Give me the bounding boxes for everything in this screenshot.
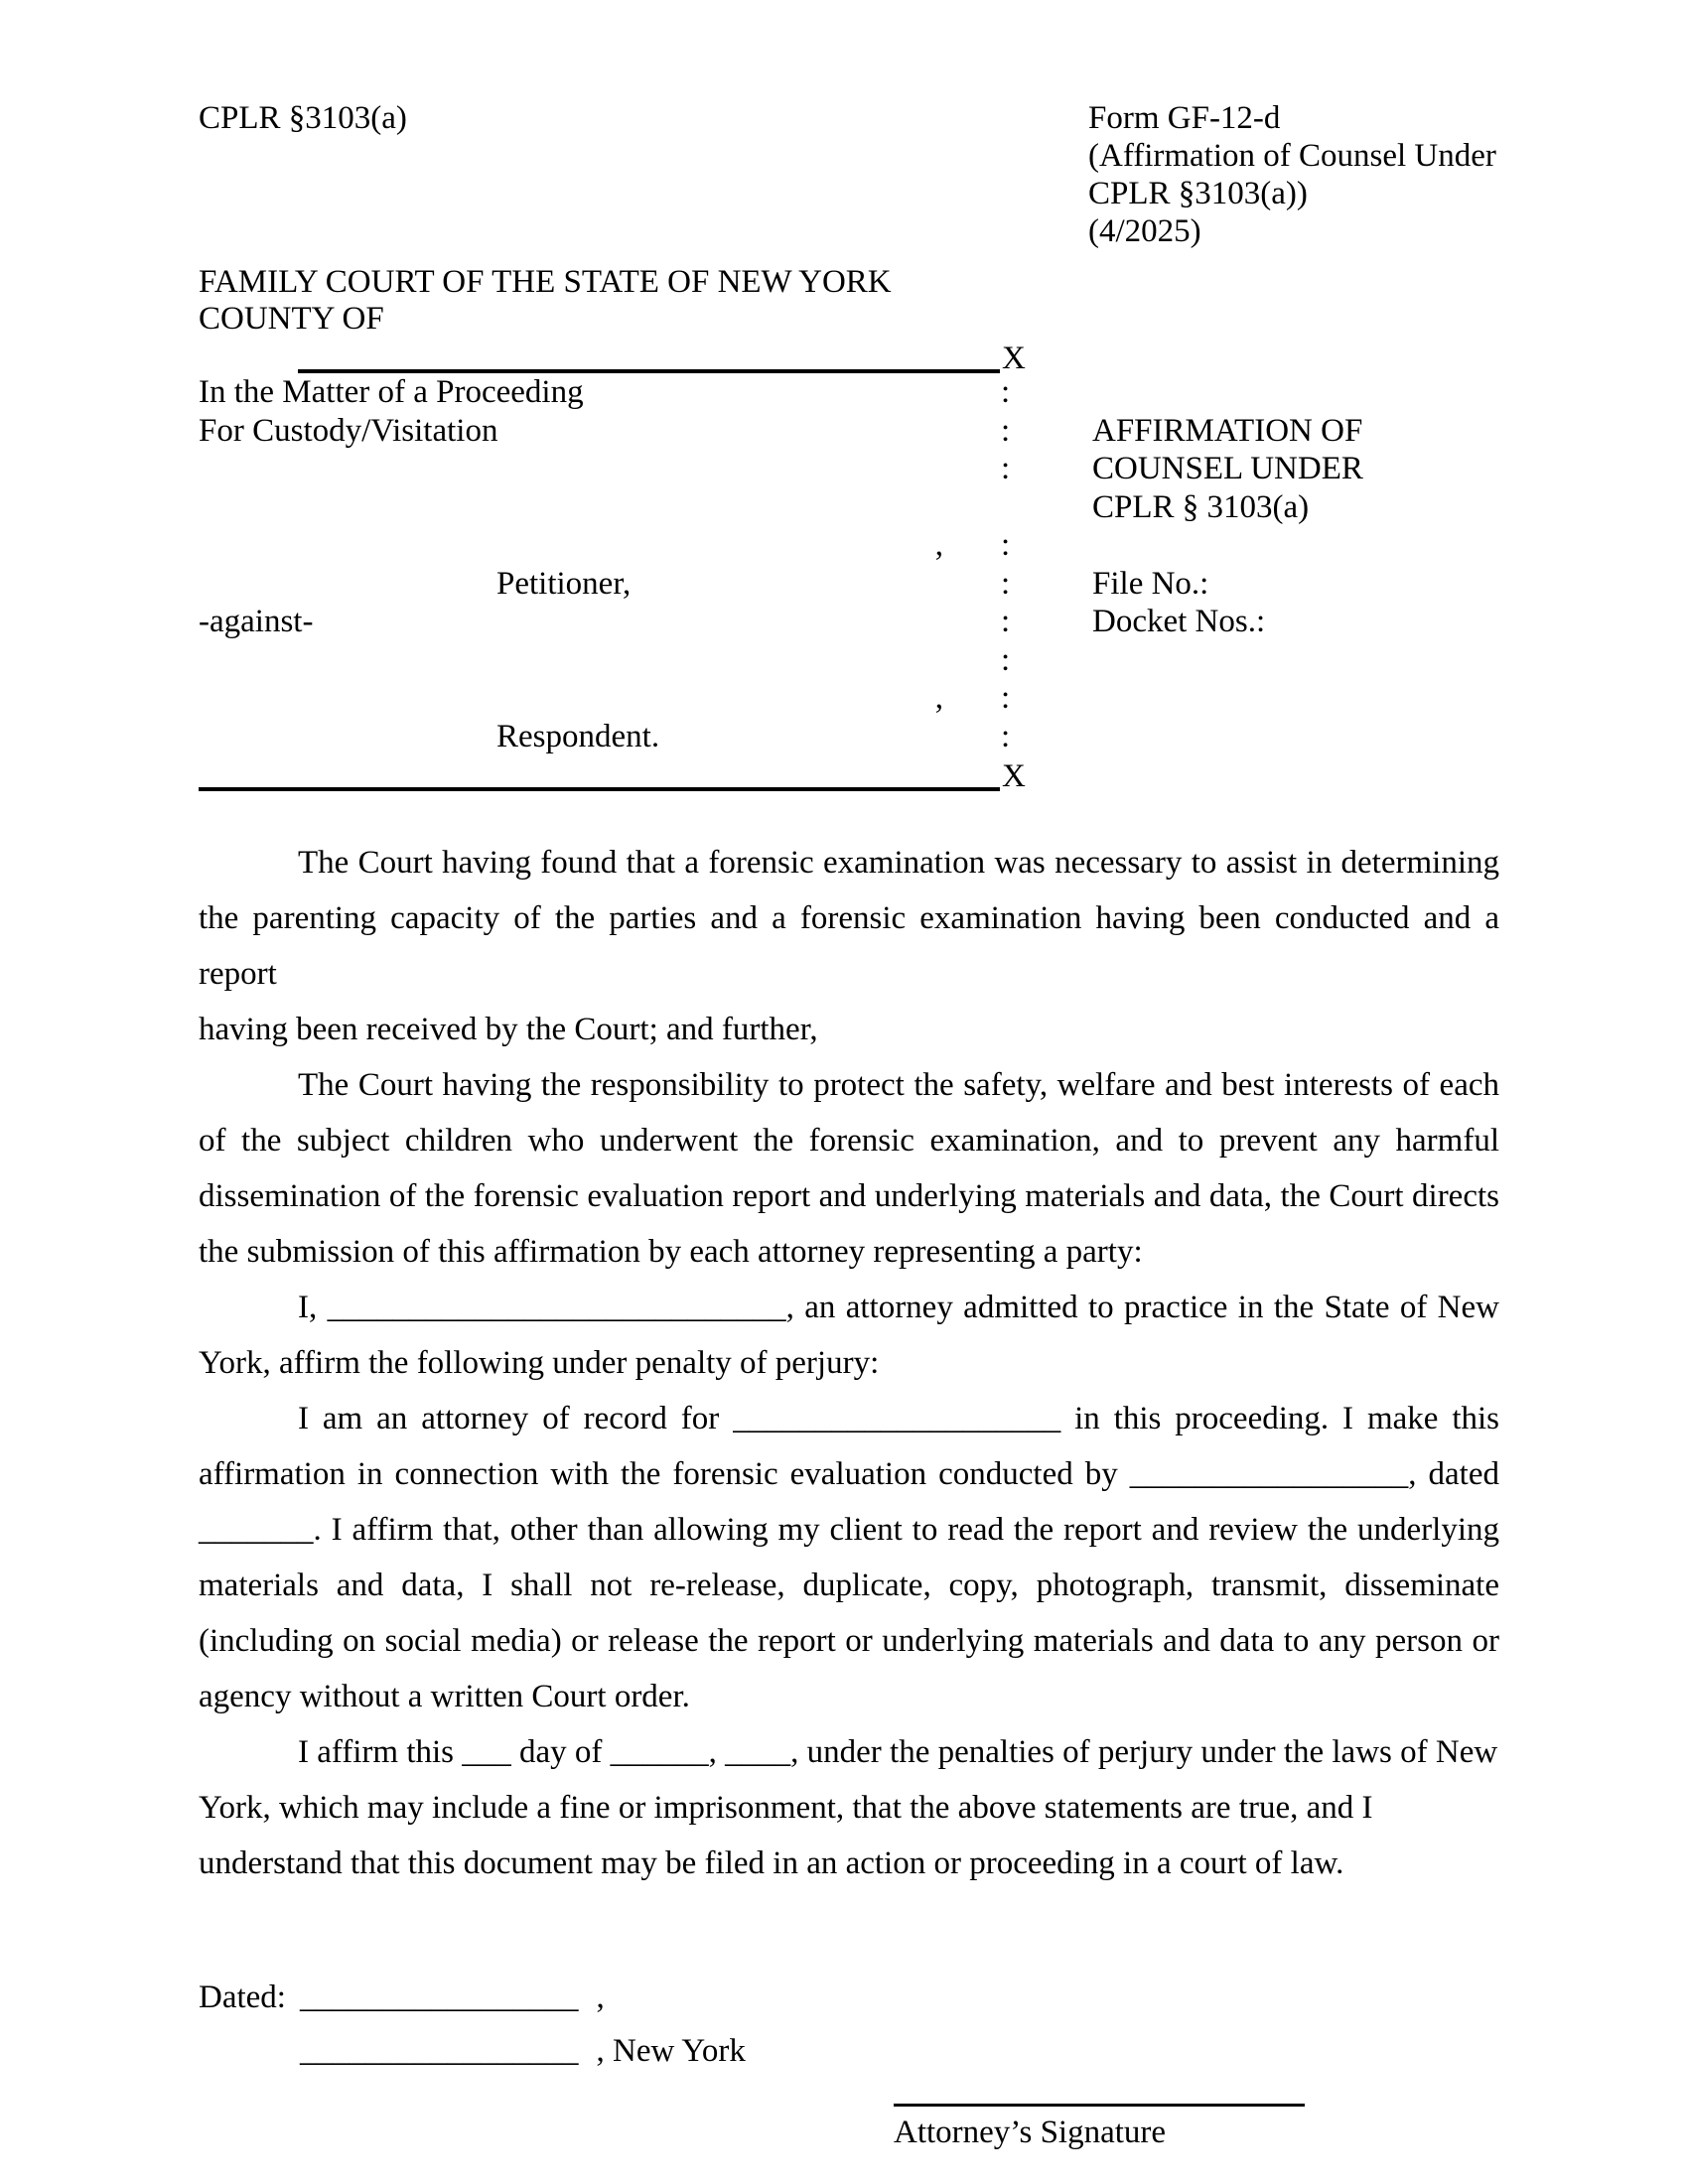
signature-block <box>894 2104 1305 2152</box>
caption-right-cell <box>1092 373 1499 412</box>
form-title-paren: (Affirmation of Counsel Under <box>1088 138 1496 174</box>
caption-row <box>199 603 1499 641</box>
body-line attorney-name-blank: I, ____________________________, an attorney admitted to practice in the State of New <box>298 1290 1499 1325</box>
body-line: York, which may include a fine or imprisonment, that the above statements are true, and I <box>199 1790 1373 1826</box>
court-name: FAMILY COURT OF THE STATE OF NEW YORK <box>199 264 892 300</box>
matter-title-line1: In the Matter of a Proceeding <box>199 374 584 410</box>
against-label: -against- <box>199 604 314 639</box>
caption-colon: : <box>1001 527 1011 563</box>
caption-colon: : <box>1001 565 1011 602</box>
caption-colon: : <box>1001 604 1011 639</box>
respondent-name-comma: , <box>934 680 943 716</box>
body-line affirm-date-blanks: I affirm this ___ day of ______, ____, under the penalties of perjury under the laws of New <box>298 1734 1498 1770</box>
body-line: the parenting capacity of the parties and a forensic examination having been conducted and a report <box>199 900 1499 992</box>
caption-row <box>199 565 1499 604</box>
body-line: having been received by the Court; and further, <box>199 1012 818 1047</box>
dated-comma: , <box>596 1979 605 2015</box>
caption-left-empty <box>199 641 1001 680</box>
caption-row <box>199 641 1499 680</box>
petitioner-name-comma: , <box>934 527 943 563</box>
case-caption <box>199 373 1499 755</box>
paragraph-affirmation-terms <box>199 1391 1499 1724</box>
caption-colon-empty <box>1001 488 1092 527</box>
matter-title-line2: For Custody/Visitation <box>199 412 498 449</box>
caption-left-empty <box>199 488 1001 527</box>
dated-line1 <box>199 1971 1499 2024</box>
caption-colon: : <box>1001 412 1011 449</box>
caption-row <box>199 718 1499 756</box>
caption-right-cell <box>1092 526 1499 565</box>
county-line: COUNTY OF <box>199 301 384 337</box>
caption-row <box>199 679 1499 718</box>
caption-right-cell <box>1092 641 1499 680</box>
caption-row <box>199 450 1499 488</box>
body-line: understand that this document may be filed in an action or proceeding in a court of law. <box>199 1845 1344 1881</box>
caption-colon: : <box>1001 718 1011 754</box>
dated-date-blank: _________________ <box>299 1979 579 2015</box>
statute-citation: CPLR §3103(a) <box>199 100 407 136</box>
file-number-label: File No.: <box>1092 565 1209 602</box>
dated-label: Dated: <box>199 1979 286 2015</box>
body-line: materials and data, I shall not re-release, duplicate, copy, photograph, transmit, disseminate <box>199 1568 1499 1603</box>
form-title-statute: CPLR §3103(a)) <box>1088 176 1308 211</box>
form-number: Form GF-12-d <box>1088 100 1281 136</box>
caption-separator-top <box>199 338 1499 376</box>
caption-colon: : <box>1001 641 1011 678</box>
body-line: (including on social media) or release the report or underlying materials and data to any person or <box>199 1623 1499 1659</box>
dated-line2 <box>199 2024 1499 2078</box>
party-role-respondent: Respondent. <box>496 718 660 754</box>
caption-left-empty <box>199 450 1001 488</box>
document-title-line3: CPLR § 3103(a) <box>1092 488 1310 525</box>
dated-block <box>199 1971 1499 2078</box>
caption-x-top: X <box>1002 341 1026 376</box>
paragraph-recitals-2 <box>199 1057 1499 1280</box>
caption-x-bottom: X <box>1002 758 1026 794</box>
document-title-line1: AFFIRMATION OF <box>1092 412 1363 449</box>
caption-separator-bottom <box>199 755 1499 794</box>
paragraph-perjury-clause <box>199 1724 1499 1891</box>
attorney-signature-label: Attorney’s Signature <box>894 2115 1167 2150</box>
form-revision-date: (4/2025) <box>1088 213 1201 249</box>
caption-colon: : <box>1001 374 1011 410</box>
body-line evaluator-name-blank: affirmation in connection with the forensic evaluation conducted by _________________, dated <box>199 1456 1499 1492</box>
body-line report-date-blank: _______. I affirm that, other than allowing my client to read the report and review the underlying <box>199 1512 1499 1548</box>
body-line: of the subject children who underwent the forensic examination, and to prevent any harmful <box>199 1123 1499 1159</box>
body-line: The Court having the responsibility to protect the safety, welfare and best interests of each <box>298 1067 1499 1103</box>
caption-rule-bottom <box>199 787 1000 791</box>
body-line: the submission of this affirmation by each attorney representing a party: <box>199 1234 1143 1270</box>
caption-row <box>199 412 1499 451</box>
caption-row <box>199 526 1499 565</box>
party-role-petitioner: Petitioner, <box>496 565 632 602</box>
affirmation-body <box>199 835 1499 1891</box>
form-number-block <box>1088 99 1499 250</box>
body-line: dissemination of the forensic evaluation report and underlying materials and data, the Court directs <box>199 1178 1499 1214</box>
court-title <box>199 264 1499 338</box>
dated-place-suffix: , New York <box>596 2033 746 2069</box>
body-line: agency without a written Court order. <box>199 1679 690 1714</box>
paragraph-recitals-1 <box>199 835 1499 1057</box>
caption-colon: : <box>1001 451 1011 486</box>
body-line: The Court having found that a forensic examination was necessary to assist in determining <box>298 845 1499 881</box>
dated-place-blank: _________________ <box>300 2033 579 2069</box>
caption-row <box>199 488 1499 527</box>
paragraph-attorney-identity <box>199 1280 1499 1391</box>
caption-right-cell <box>1092 679 1499 718</box>
body-line: York, affirm the following under penalty of perjury: <box>199 1345 880 1381</box>
form-header <box>199 99 1499 250</box>
docket-numbers-label: Docket Nos.: <box>1092 604 1266 639</box>
caption-row <box>199 373 1499 412</box>
body-line client-name-blank: I am an attorney of record for ____________________ in this proceeding. I make this <box>298 1401 1499 1436</box>
document-title-line2: COUNSEL UNDER <box>1092 451 1363 486</box>
caption-colon: : <box>1001 680 1011 716</box>
caption-right-cell <box>1092 718 1499 756</box>
